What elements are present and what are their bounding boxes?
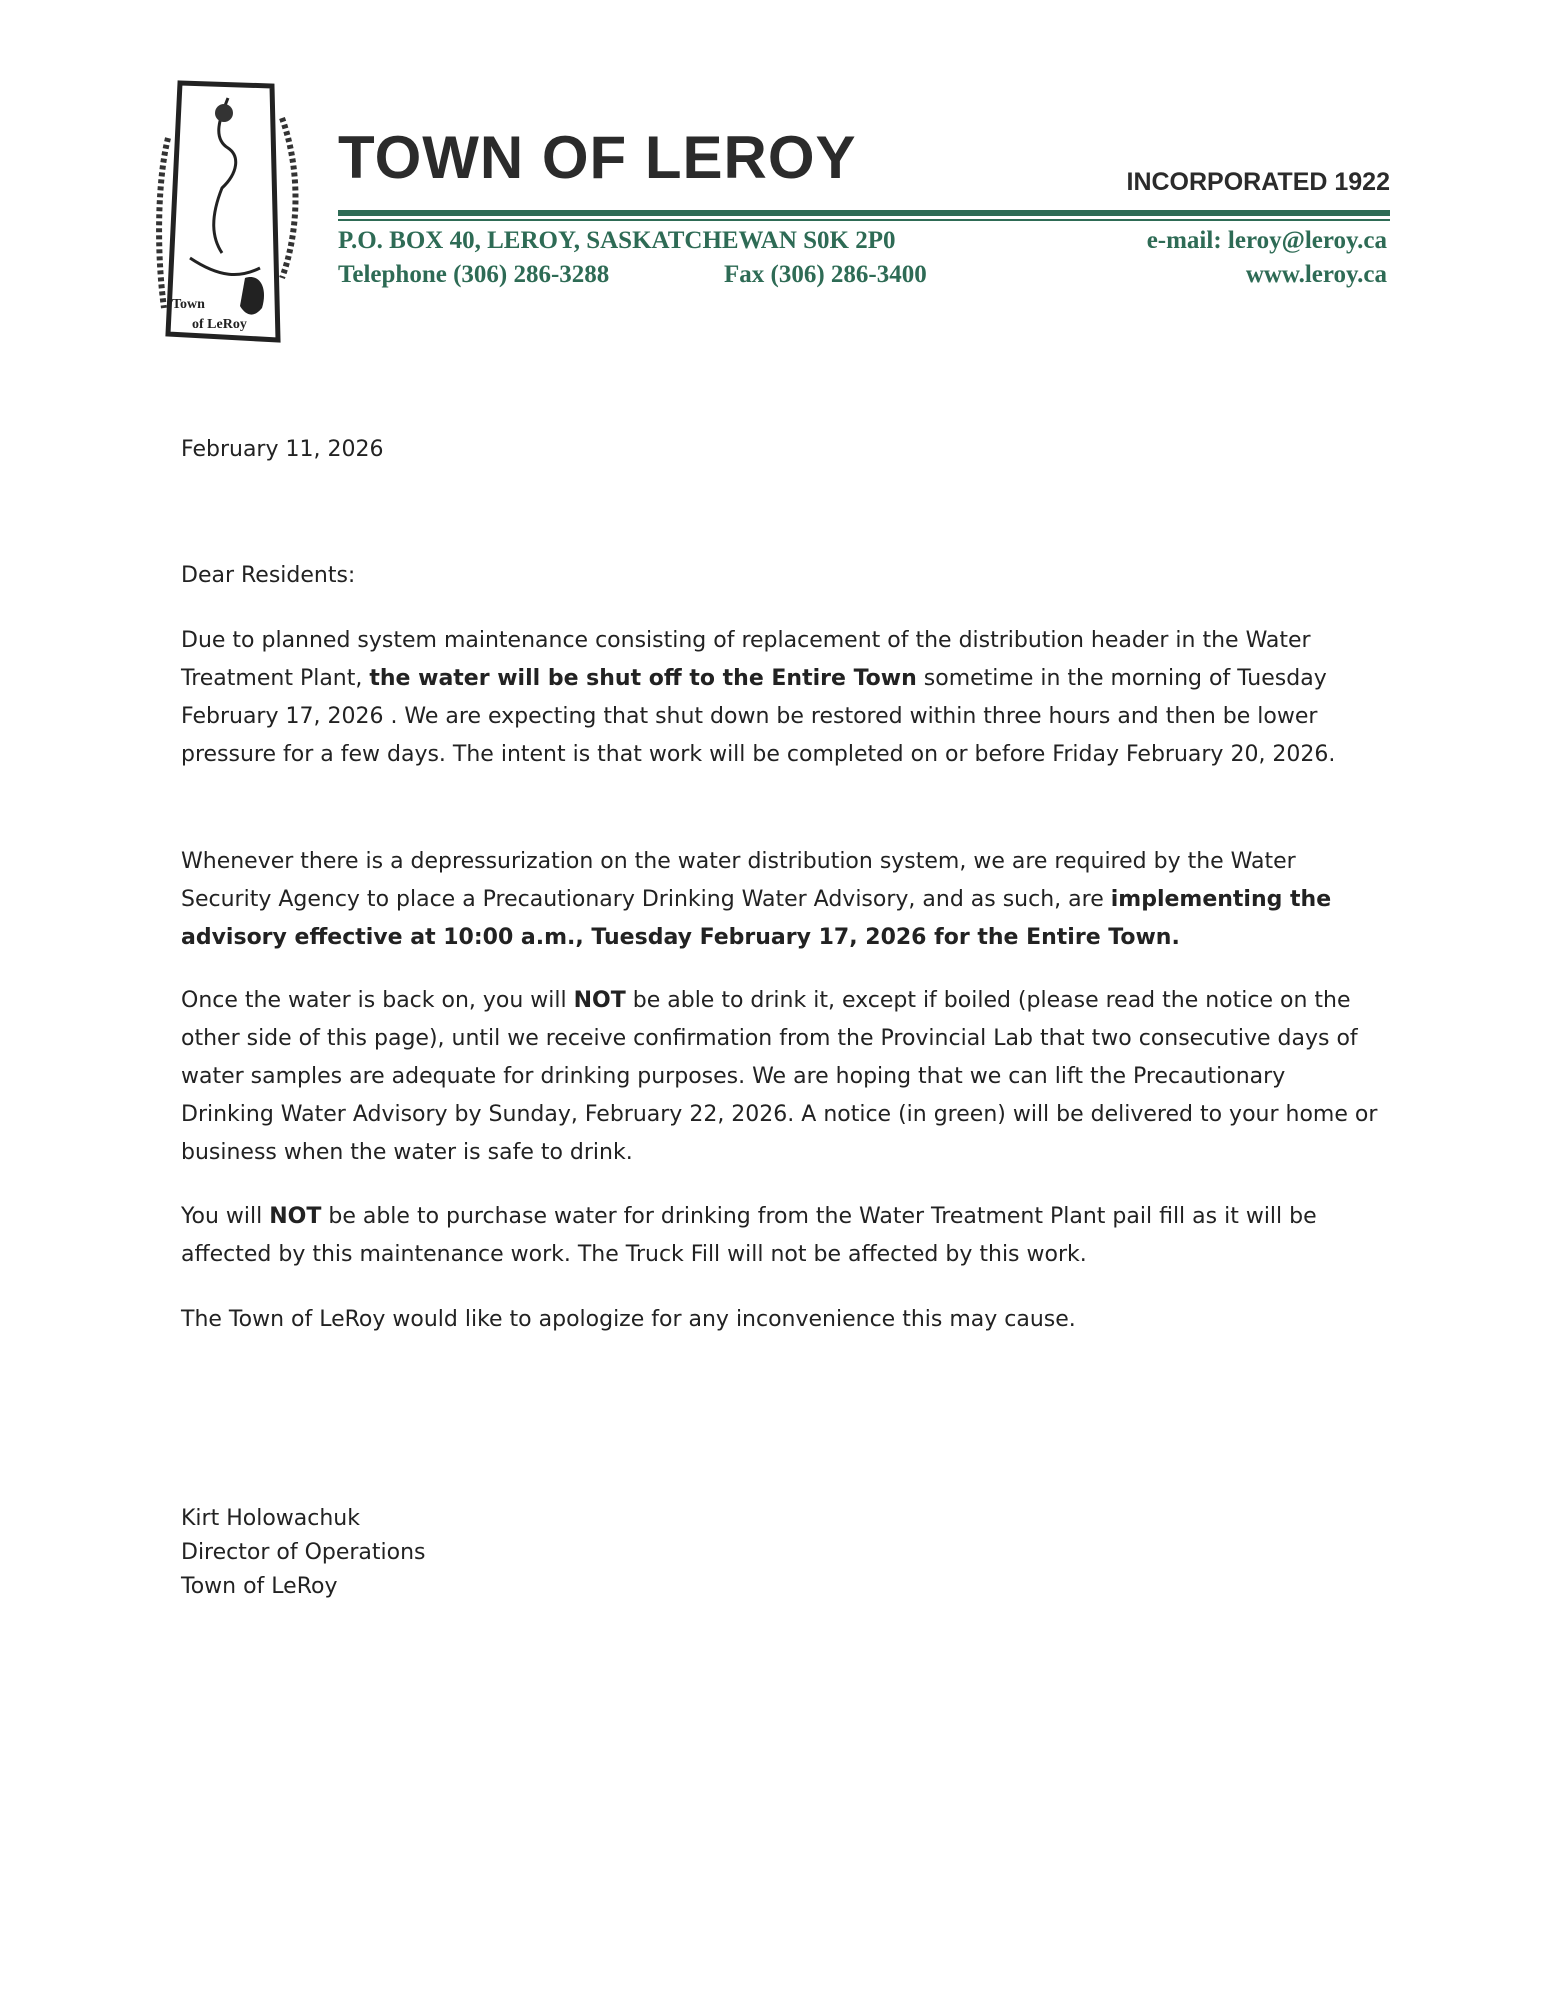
salutation: Dear Residents:: [181, 563, 356, 588]
p1-text-a: Due to planned system maintenance consisting of replacement of the distribution header in the Water Treatment Plant,: [181, 628, 1311, 691]
logo-caption-1: Town: [172, 297, 205, 312]
letterhead-rule-thin: [338, 219, 1390, 221]
website-link[interactable]: www.leroy.ca: [1245, 261, 1387, 288]
p4-bold: NOT: [269, 1204, 322, 1229]
mailing-address: P.O. BOX 40, LEROY, SASKATCHEWAN S0K 2P0: [338, 227, 896, 254]
incorporated-label: INCORPORATED 1922: [1126, 168, 1390, 196]
p2-bold: implementing the advisory effective at 10:00 a.m., Tuesday February 17, 2026 for the Entire Town.: [181, 887, 1332, 950]
p1-bold: the water will be shut off to the Entire Town: [369, 666, 917, 691]
paragraph-boil: [181, 982, 1381, 1172]
signatory-title: Director of Operations: [181, 1540, 426, 1565]
fax: Fax (306) 286-3400: [724, 261, 927, 288]
signature-block: [181, 1502, 1381, 1604]
signatory-organization: Town of LeRoy: [181, 1574, 338, 1599]
letterhead-title: TOWN OF LEROY: [338, 124, 857, 191]
p3-text-c: be able to drink it, except if boiled (please read the notice on the other side of this page), until we receive confirmation from the Provincial Lab that two consecutive days of water samples are adequate for drinking purposes. We are hoping that we can lift the Precautionary Drinking Water Advisory by Sunday, February 22, 2026. A notice (in green) will be delivered to your home or business when the water is safe to drink.: [181, 988, 1378, 1165]
paragraph-advisory: [181, 843, 1381, 957]
p4-text-a: You will: [181, 1204, 270, 1229]
p3-text-a: Once the water is back on, you will: [181, 988, 574, 1013]
letterhead-rule: [338, 210, 1390, 216]
p1-text-c: sometime in the morning of Tuesday February 17, 2026 . We are expecting that shut down be restored within three hours and then be lower pressure for a few days. The intent is that work will be completed on or before Friday February 20, 2026.: [181, 666, 1336, 767]
town-logo: [150, 78, 310, 348]
saskatchewan-map-icon: [150, 78, 310, 348]
paragraph-apology: The Town of LeRoy would like to apologize for any inconvenience this may cause.: [181, 1307, 1076, 1332]
letter-date: February 11, 2026: [181, 437, 384, 462]
p2-text-a: Whenever there is a depressurization on the water distribution system, we are required by the Water Security Agency to place a Precautionary Drinking Water Advisory, and as such, are: [181, 849, 1296, 912]
telephone: Telephone (306) 286-3288: [338, 261, 610, 288]
signatory-name: Kirt Holowachuk: [181, 1506, 360, 1531]
email-link[interactable]: e-mail: leroy@leroy.ca: [1146, 227, 1387, 254]
paragraph-pail-fill: [181, 1198, 1381, 1274]
paragraph-shutoff: [181, 622, 1381, 774]
p3-bold: NOT: [573, 988, 626, 1013]
logo-caption-2: of LeRoy: [192, 317, 247, 332]
p4-text-c: be able to purchase water for drinking from the Water Treatment Plant pail fill as it will be affected by this maintenance work. The Truck Fill will not be affected by this work.: [181, 1204, 1317, 1267]
